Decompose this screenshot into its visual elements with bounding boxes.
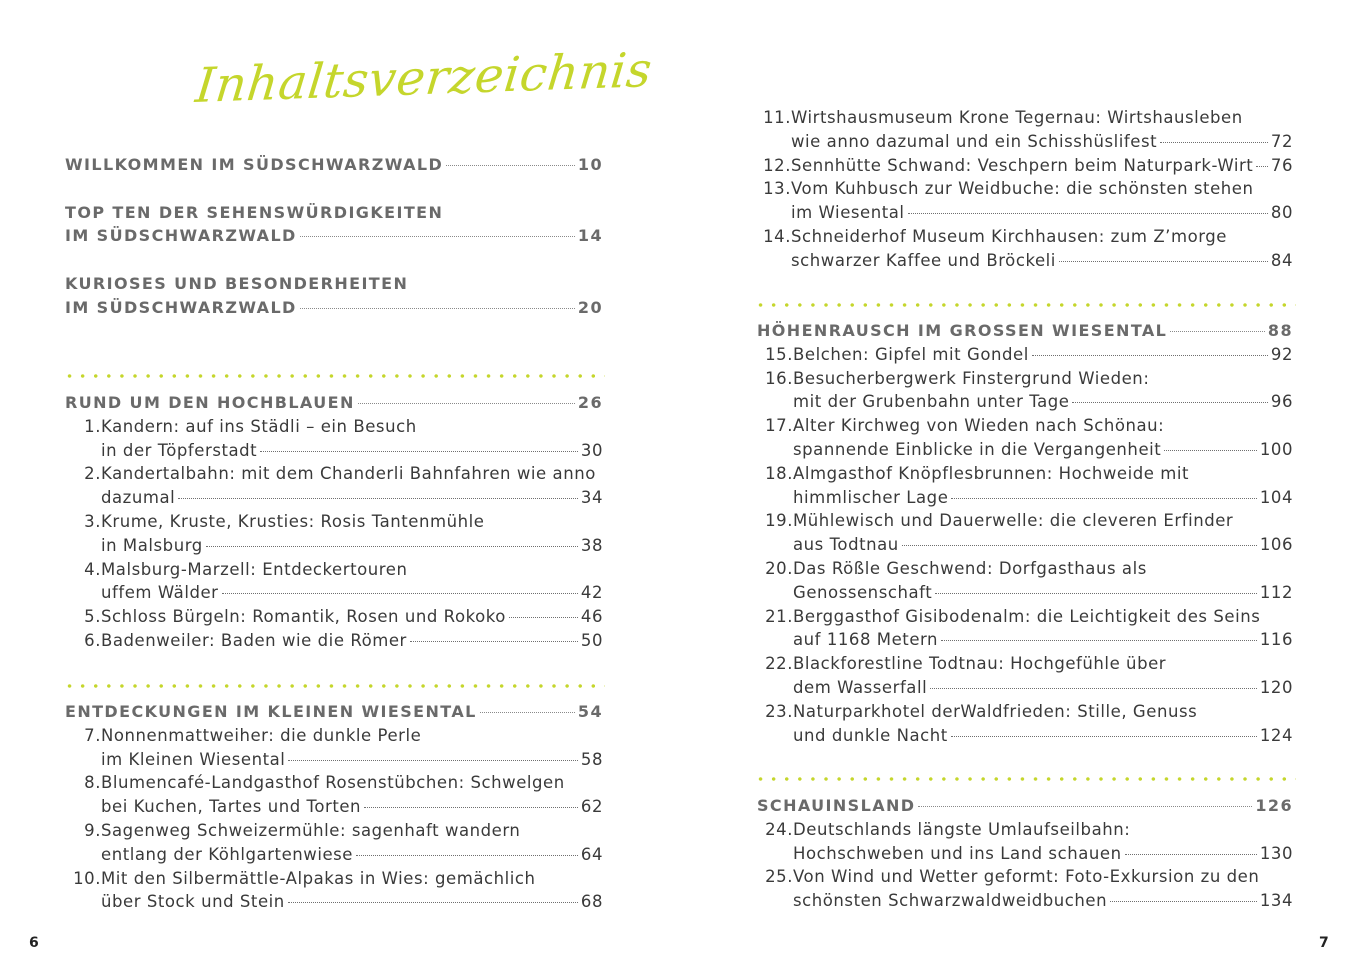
toc-entry[interactable] bbox=[757, 343, 1293, 367]
entry-text: Kandern: auf ins Städli – ein Besuch bbox=[101, 416, 417, 436]
entry-text: Von Wind und Wetter geformt: Foto-Exkursion zu den bbox=[793, 867, 1260, 887]
toc-entry-line bbox=[757, 533, 1293, 557]
chapter-page-number: 126 bbox=[1255, 796, 1293, 815]
entry-number: 18. bbox=[765, 463, 793, 483]
intro-sections bbox=[65, 153, 603, 320]
toc-entry-line bbox=[65, 534, 603, 558]
entry-number: 13. bbox=[763, 179, 791, 199]
toc-entry-line bbox=[755, 130, 1293, 154]
section-heading-line bbox=[65, 296, 603, 320]
dot-leader bbox=[356, 855, 578, 856]
toc-entry-line bbox=[65, 581, 603, 605]
toc-entry[interactable] bbox=[757, 557, 1293, 605]
toc-title: Inhaltsverzeichnis bbox=[193, 42, 655, 114]
dot-leader bbox=[1170, 331, 1265, 332]
section-heading-text: WILLKOMMEN IM SÜDSCHWARZWALD bbox=[65, 155, 444, 174]
toc-entry-line bbox=[65, 510, 603, 534]
section-heading-line bbox=[65, 153, 603, 177]
entry-text: im Kleinen Wiesental bbox=[101, 749, 286, 769]
chapter-title: HÖHENRAUSCH IM GROSSEN WIESENTAL bbox=[757, 321, 1168, 340]
toc-entry[interactable] bbox=[755, 225, 1293, 273]
toc-entry[interactable] bbox=[757, 652, 1293, 700]
toc-entry-line bbox=[757, 343, 1293, 367]
entry-text: aus Todtnau bbox=[793, 535, 899, 555]
dot-leader bbox=[364, 807, 578, 808]
entry-page-number: 112 bbox=[1259, 582, 1293, 602]
entry-number: 16. bbox=[765, 368, 793, 388]
dotted-separator bbox=[63, 373, 605, 379]
entry-text: Belchen: Gipfel mit Gondel bbox=[793, 344, 1029, 364]
dot-leader bbox=[358, 403, 575, 404]
entry-number: 6. bbox=[84, 630, 101, 650]
toc-entry-line bbox=[757, 462, 1293, 486]
toc-entry[interactable] bbox=[65, 867, 603, 915]
entry-text: mit der Grubenbahn unter Tage bbox=[793, 392, 1070, 412]
dot-leader bbox=[509, 617, 578, 618]
chapter-title: ENTDECKUNGEN IM KLEINEN WIESENTAL bbox=[65, 702, 477, 721]
entry-number: 1. bbox=[84, 416, 101, 436]
toc-entry[interactable] bbox=[65, 629, 603, 653]
entry-text: Sagenweg Schweizermühle: sagenhaft wandern bbox=[101, 820, 521, 840]
entry-text: Vom Kuhbusch zur Weidbuche: die schönsten stehen bbox=[791, 179, 1254, 199]
entry-page-number: 58 bbox=[580, 749, 603, 769]
entry-text: Kandertalbahn: mit dem Chanderli Bahnfahren wie anno bbox=[101, 464, 596, 484]
entry-text: im Wiesental bbox=[791, 203, 905, 223]
entry-page-number: 106 bbox=[1259, 535, 1293, 555]
entry-number: 3. bbox=[84, 511, 101, 531]
entry-page-number: 130 bbox=[1259, 843, 1293, 863]
entry-text: Almgasthof Knöpflesbrunnen: Hochweide mit bbox=[793, 463, 1190, 483]
entry-text: Schneiderhof Museum Kirchhausen: zum Z’morge bbox=[791, 226, 1227, 246]
entry-text: entlang der Köhlgartenwiese bbox=[101, 844, 354, 864]
entry-text: Blumencafé-Landgasthof Rosenstübchen: Schwelgen bbox=[101, 773, 565, 793]
dotted-separator bbox=[63, 683, 605, 689]
dot-leader bbox=[1164, 450, 1257, 451]
chapter-page-number: 88 bbox=[1267, 321, 1293, 340]
entry-page-number: 34 bbox=[580, 488, 603, 508]
dot-leader bbox=[902, 545, 1257, 546]
entry-text: Hochschweben und ins Land schauen bbox=[793, 843, 1122, 863]
right-page bbox=[679, 0, 1358, 974]
entry-page-number: 30 bbox=[580, 440, 603, 460]
entry-page-number: 72 bbox=[1270, 131, 1293, 151]
entry-text: Naturparkhotel derWaldfrieden: Stille, Genuss bbox=[793, 701, 1198, 721]
section-page-number: 10 bbox=[577, 155, 603, 174]
entry-page-number: 38 bbox=[580, 535, 603, 555]
dot-leader bbox=[1125, 854, 1257, 855]
entry-text: Schloss Bürgeln: Romantik, Rosen und Rokoko bbox=[101, 607, 506, 627]
toc-entry[interactable] bbox=[757, 700, 1293, 748]
continued-entries bbox=[755, 106, 1293, 273]
entry-page-number: 84 bbox=[1270, 250, 1293, 270]
toc-entry-line bbox=[65, 558, 603, 582]
entry-page-number: 68 bbox=[580, 892, 603, 912]
toc-entry-line bbox=[65, 843, 603, 867]
toc-entry[interactable] bbox=[757, 414, 1293, 462]
dot-leader bbox=[1160, 142, 1268, 143]
entry-page-number: 134 bbox=[1259, 891, 1293, 911]
section-heading-line bbox=[65, 224, 603, 248]
entry-page-number: 120 bbox=[1259, 677, 1293, 697]
entry-text: schönsten Schwarzwaldweidbuchen bbox=[793, 891, 1108, 911]
entry-text: Nonnenmattweiher: die dunkle Perle bbox=[101, 725, 422, 745]
dot-leader bbox=[1110, 901, 1257, 902]
toc-entry-line bbox=[65, 486, 603, 510]
toc-entry-line bbox=[65, 867, 603, 891]
entry-number: 2. bbox=[84, 464, 101, 484]
dot-leader bbox=[260, 451, 578, 452]
section-heading-text: TOP TEN DER SEHENSWÜRDIGKEITEN bbox=[65, 202, 444, 222]
entry-text: Alter Kirchweg von Wieden nach Schönau: bbox=[793, 416, 1165, 436]
chapter-heading[interactable] bbox=[757, 794, 1293, 818]
entry-number: 21. bbox=[765, 606, 793, 626]
toc-entry[interactable] bbox=[757, 367, 1293, 415]
entry-text: wie anno dazumal und ein Schisshüslifest bbox=[791, 131, 1158, 151]
dotted-separator bbox=[754, 776, 1296, 782]
toc-entry-line bbox=[757, 652, 1293, 676]
section-heading[interactable] bbox=[65, 153, 603, 177]
toc-entry-line bbox=[757, 842, 1293, 866]
dot-leader bbox=[908, 213, 1268, 214]
entry-page-number: 50 bbox=[580, 630, 603, 650]
chapter-page-number: 54 bbox=[577, 702, 603, 721]
toc-entry-line bbox=[757, 557, 1293, 581]
toc-entry-line bbox=[65, 629, 603, 653]
entry-page-number: 104 bbox=[1259, 487, 1293, 507]
dot-leader bbox=[206, 546, 578, 547]
toc-entry-line bbox=[65, 462, 603, 486]
page-number-left: 6 bbox=[29, 935, 39, 951]
entry-number: 19. bbox=[765, 511, 793, 531]
chapter-heading[interactable] bbox=[65, 700, 603, 724]
entry-text: in Malsburg bbox=[101, 535, 203, 555]
page-number-right: 7 bbox=[1319, 935, 1329, 951]
toc-entry[interactable] bbox=[65, 415, 603, 463]
entry-text: Berggasthof Gisibodenalm: die Leichtigkeit des Seins bbox=[793, 606, 1261, 626]
entry-number: 15. bbox=[765, 344, 793, 364]
toc-entry[interactable] bbox=[757, 605, 1293, 653]
toc-entry[interactable] bbox=[757, 818, 1293, 866]
entry-text: Genossenschaft bbox=[793, 582, 933, 602]
section-page-number: 14 bbox=[577, 226, 603, 246]
toc-entry-line bbox=[757, 700, 1293, 724]
entry-text: schwarzer Kaffee und Bröckeli bbox=[791, 250, 1056, 270]
toc-entry[interactable] bbox=[757, 865, 1293, 913]
entry-page-number: 116 bbox=[1259, 630, 1293, 650]
dot-leader bbox=[288, 760, 577, 761]
entry-number: 7. bbox=[84, 725, 101, 745]
entry-text: Besucherbergwerk Finstergrund Wieden: bbox=[793, 368, 1150, 388]
entry-page-number: 42 bbox=[580, 583, 603, 603]
toc-entry-line bbox=[757, 865, 1293, 889]
dot-leader bbox=[951, 498, 1256, 499]
dot-leader bbox=[446, 165, 575, 166]
entry-text: uffem Wälder bbox=[101, 583, 219, 603]
entry-text: himmlischer Lage bbox=[793, 487, 949, 507]
entry-page-number: 96 bbox=[1270, 392, 1293, 412]
dot-leader bbox=[288, 902, 578, 903]
toc-entry[interactable] bbox=[65, 462, 603, 510]
toc-entry-line bbox=[755, 225, 1293, 249]
dot-leader bbox=[410, 641, 578, 642]
toc-entry-line bbox=[755, 177, 1293, 201]
toc-entry[interactable] bbox=[65, 724, 603, 772]
entry-number: 17. bbox=[765, 416, 793, 436]
toc-entry-line bbox=[65, 724, 603, 748]
entry-page-number: 124 bbox=[1259, 725, 1293, 745]
toc-entry[interactable] bbox=[65, 819, 603, 867]
chapter-page-number: 26 bbox=[577, 393, 603, 412]
toc-entry-line bbox=[757, 438, 1293, 462]
toc-entry-line bbox=[755, 154, 1293, 178]
section-heading-line bbox=[65, 272, 603, 296]
toc-entry-line bbox=[757, 509, 1293, 533]
toc-entry-line bbox=[65, 890, 603, 914]
toc-entry[interactable] bbox=[65, 605, 603, 629]
toc-entry-line bbox=[757, 818, 1293, 842]
entry-number: 5. bbox=[84, 607, 101, 627]
dot-leader bbox=[941, 640, 1257, 641]
entry-number: 22. bbox=[765, 654, 793, 674]
entry-page-number: 76 bbox=[1270, 155, 1293, 175]
toc-entry[interactable] bbox=[755, 106, 1293, 154]
entry-text: spannende Einblicke in die Vergangenheit bbox=[793, 439, 1162, 459]
dot-leader bbox=[935, 593, 1257, 594]
toc-entry[interactable] bbox=[757, 462, 1293, 510]
toc-entry[interactable] bbox=[65, 771, 603, 819]
toc-entry[interactable] bbox=[755, 154, 1293, 178]
entry-number: 24. bbox=[765, 819, 793, 839]
entry-number: 8. bbox=[84, 773, 101, 793]
entry-text: Mit den Silbermättle-Alpakas in Wies: gemächlich bbox=[101, 868, 536, 888]
toc-entry-line bbox=[757, 367, 1293, 391]
toc-entry[interactable] bbox=[755, 177, 1293, 225]
chapter-title: RUND UM DEN HOCHBLAUEN bbox=[65, 393, 355, 412]
toc-entry-line bbox=[757, 581, 1293, 605]
toc-entry-line bbox=[757, 676, 1293, 700]
entry-number: 12. bbox=[763, 155, 791, 175]
toc-entry-line bbox=[757, 390, 1293, 414]
entry-page-number: 80 bbox=[1270, 203, 1293, 223]
dotted-separator bbox=[754, 302, 1296, 308]
toc-entry-line bbox=[65, 771, 603, 795]
entry-text: Wirtshausmuseum Krone Tegernau: Wirtshausleben bbox=[791, 108, 1243, 127]
chapter-title: SCHAUINSLAND bbox=[757, 796, 916, 815]
chapter-rund-um-den-hochblauen bbox=[65, 391, 603, 653]
chapter-heading[interactable] bbox=[65, 391, 603, 415]
toc-entry-line bbox=[757, 628, 1293, 652]
toc-entry[interactable] bbox=[757, 509, 1293, 557]
dot-leader bbox=[300, 236, 575, 237]
toc-entry-line bbox=[757, 889, 1293, 913]
entry-text: Deutschlands längste Umlaufseilbahn: bbox=[793, 819, 1131, 839]
entry-text: Badenweiler: Baden wie die Römer bbox=[101, 630, 407, 650]
dot-leader bbox=[480, 712, 575, 713]
section-heading[interactable] bbox=[65, 201, 603, 249]
toc-entry-line bbox=[65, 605, 603, 629]
entry-number: 4. bbox=[84, 559, 101, 579]
dot-leader bbox=[1072, 402, 1267, 403]
entry-page-number: 92 bbox=[1270, 344, 1293, 364]
dot-leader bbox=[1256, 166, 1268, 167]
entry-text: und dunkle Nacht bbox=[793, 725, 948, 745]
toc-entry-line bbox=[757, 414, 1293, 438]
chapter-heading[interactable] bbox=[757, 319, 1293, 343]
chapter-grosses-wiesental bbox=[757, 319, 1293, 747]
section-heading-text: IM SÜDSCHWARZWALD bbox=[65, 297, 297, 317]
entry-number: 23. bbox=[765, 701, 793, 721]
dot-leader bbox=[1032, 355, 1268, 356]
section-heading-line bbox=[65, 201, 603, 225]
section-page-number: 20 bbox=[577, 297, 603, 317]
toc-entry-line bbox=[757, 724, 1293, 748]
chapter-schauinsland bbox=[757, 794, 1293, 913]
entry-number: 9. bbox=[84, 820, 101, 840]
dot-leader bbox=[930, 688, 1257, 689]
entry-text: dem Wasserfall bbox=[793, 677, 928, 697]
dot-leader bbox=[951, 736, 1257, 737]
toc-entry[interactable] bbox=[65, 558, 603, 606]
toc-entry-line bbox=[757, 605, 1293, 629]
chapter-kleines-wiesental bbox=[65, 700, 603, 914]
section-heading-text: IM SÜDSCHWARZWALD bbox=[65, 226, 297, 246]
entry-text: über Stock und Stein bbox=[101, 892, 285, 912]
entry-number: 10. bbox=[73, 868, 101, 888]
dot-leader bbox=[222, 593, 578, 594]
dot-leader bbox=[918, 806, 1252, 807]
toc-entry-line bbox=[755, 249, 1293, 273]
entry-number: 11. bbox=[763, 108, 791, 127]
entry-text: Blackforestline Todtnau: Hochgefühle über bbox=[793, 654, 1167, 674]
toc-entry-line bbox=[755, 106, 1293, 130]
section-heading-text: KURIOSES UND BESONDERHEITEN bbox=[65, 273, 409, 293]
entry-number: 14. bbox=[763, 226, 791, 246]
entry-text: in der Töpferstadt bbox=[101, 440, 258, 460]
entry-text: bei Kuchen, Tartes und Torten bbox=[101, 797, 362, 817]
entry-page-number: 100 bbox=[1259, 439, 1293, 459]
entry-text: auf 1168 Metern bbox=[793, 630, 939, 650]
entry-page-number: 46 bbox=[580, 607, 603, 627]
entry-text: Krume, Kruste, Krusties: Rosis Tantenmühle bbox=[101, 511, 485, 531]
section-heading[interactable] bbox=[65, 272, 603, 320]
entry-text: dazumal bbox=[101, 488, 176, 508]
entry-number: 25. bbox=[765, 867, 793, 887]
toc-entry-line bbox=[65, 819, 603, 843]
toc-entry-line bbox=[65, 439, 603, 463]
entry-text: Sennhütte Schwand: Veschpern beim Naturpark-Wirt bbox=[791, 155, 1254, 175]
dot-leader bbox=[178, 498, 578, 499]
toc-entry-line bbox=[65, 748, 603, 772]
entry-text: Das Rößle Geschwend: Dorfgasthaus als bbox=[793, 558, 1147, 578]
entry-number: 20. bbox=[765, 558, 793, 578]
toc-entry-line bbox=[755, 201, 1293, 225]
toc-entry[interactable] bbox=[65, 510, 603, 558]
entry-page-number: 62 bbox=[580, 797, 603, 817]
dot-leader bbox=[1059, 261, 1268, 262]
toc-entry-line bbox=[757, 486, 1293, 510]
toc-entry-line bbox=[65, 415, 603, 439]
entry-text: Malsburg-Marzell: Entdeckertouren bbox=[101, 559, 408, 579]
toc-entry-line bbox=[65, 795, 603, 819]
entry-text: Mühlewisch und Dauerwelle: die cleveren Erfinder bbox=[793, 511, 1234, 531]
dot-leader bbox=[300, 308, 575, 309]
entry-page-number: 64 bbox=[580, 844, 603, 864]
